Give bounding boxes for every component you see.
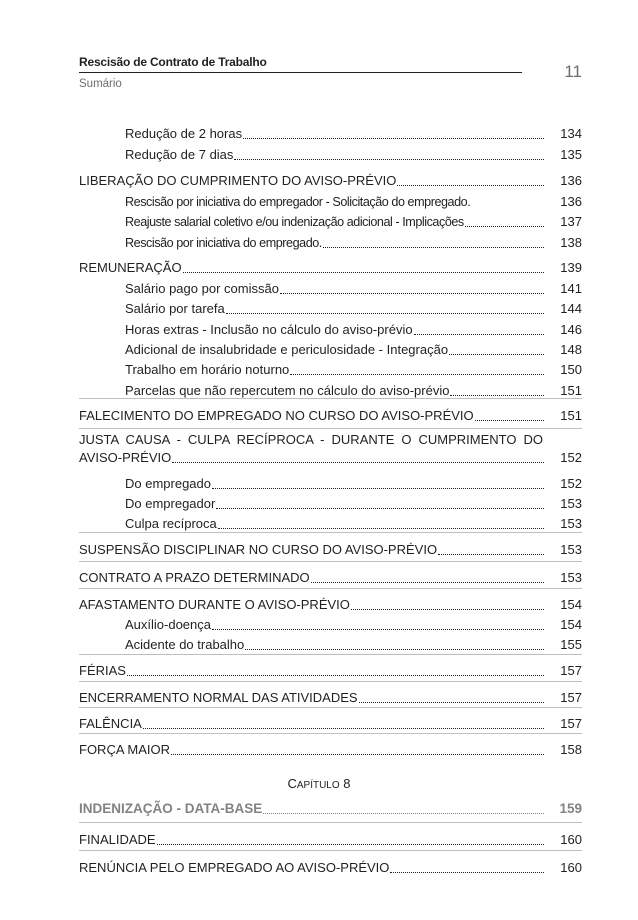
toc-entry: Culpa recíproca 153	[125, 516, 582, 531]
toc-section-two-line	[79, 432, 582, 466]
section-divider	[79, 707, 582, 708]
toc-section: AVISO-PRÉVIO 152	[79, 450, 582, 465]
toc-entry: Salário por tarefa 144	[125, 301, 582, 316]
toc-entry: Do empregado 152	[125, 476, 582, 491]
running-header-title: Rescisão de Contrato de Trabalho	[79, 55, 267, 69]
toc-entry: Parcelas que não repercutem no cálculo do aviso-prévio 151	[125, 383, 582, 398]
toc-section: SUSPENSÃO DISCIPLINAR NO CURSO DO AVISO-PRÉVIO 153	[79, 542, 582, 557]
page-number: 11	[564, 62, 582, 81]
toc-section: CONTRATO A PRAZO DETERMINADO 153	[79, 570, 582, 585]
section-divider	[79, 532, 582, 533]
toc-entry: Salário pago por comissão 141	[125, 281, 582, 296]
section-divider	[79, 733, 582, 734]
toc-entry: Trabalho em horário noturno 150	[125, 362, 582, 377]
toc-section: FALECIMENTO DO EMPREGADO NO CURSO DO AVISO-PRÉVIO 151	[79, 408, 582, 423]
chapter-title-entry: INDENIZAÇÃO - DATA-BASE 159	[79, 801, 582, 816]
toc-section: RENÚNCIA PELO EMPREGADO AO AVISO-PRÉVIO 160	[79, 860, 582, 875]
toc-section: LIBERAÇÃO DO CUMPRIMENTO DO AVISO-PRÉVIO 136	[79, 173, 582, 188]
toc-entry: Rescisão por iniciativa do empregado. 138	[125, 235, 582, 250]
toc-entry: Reajuste salarial coletivo e/ou indenização adicional - Implicações 137	[125, 214, 582, 229]
toc-section: FINALIDADE 160	[79, 832, 582, 847]
toc-entry: Adicional de insalubridade e periculosidade - Integração 148	[125, 342, 582, 357]
section-divider	[79, 850, 582, 851]
toc-section: AFASTAMENTO DURANTE O AVISO-PRÉVIO 154	[79, 597, 582, 612]
chapter-heading: CAPÍTULO 8	[287, 776, 351, 791]
section-divider	[79, 654, 582, 655]
section-divider	[79, 822, 582, 823]
section-divider	[79, 398, 582, 399]
header-rule	[79, 72, 522, 73]
toc-entry: Redução de 2 horas 134	[125, 126, 582, 141]
toc-entry: Redução de 7 dias 135	[125, 147, 582, 162]
section-divider	[79, 428, 582, 429]
toc-entry: Auxílio-doença 154	[125, 617, 582, 632]
section-divider	[79, 561, 582, 562]
toc-section-label-line1: JUSTA CAUSA - CULPA RECÍPROCA - DURANTE O CUMPRIMENTO DO	[79, 432, 543, 447]
toc-section: ENCERRAMENTO NORMAL DAS ATIVIDADES 157	[79, 690, 582, 705]
toc-section: FALÊNCIA 157	[79, 716, 582, 731]
toc-section: REMUNERAÇÃO 139	[79, 260, 582, 275]
toc-entry: Do empregador 153	[125, 496, 582, 511]
toc-section: FÉRIAS 157	[79, 663, 582, 678]
toc-section: FORÇA MAIOR 158	[79, 742, 582, 757]
toc-entry: Acidente do trabalho 155	[125, 637, 582, 652]
section-divider	[79, 588, 582, 589]
running-header-subtitle: Sumário	[79, 78, 122, 90]
toc-entry: Rescisão por iniciativa do empregador - Solicitação do empregado. 136	[125, 194, 582, 209]
toc-entry: Horas extras - Inclusão no cálculo do aviso-prévio 146	[125, 322, 582, 337]
section-divider	[79, 681, 582, 682]
